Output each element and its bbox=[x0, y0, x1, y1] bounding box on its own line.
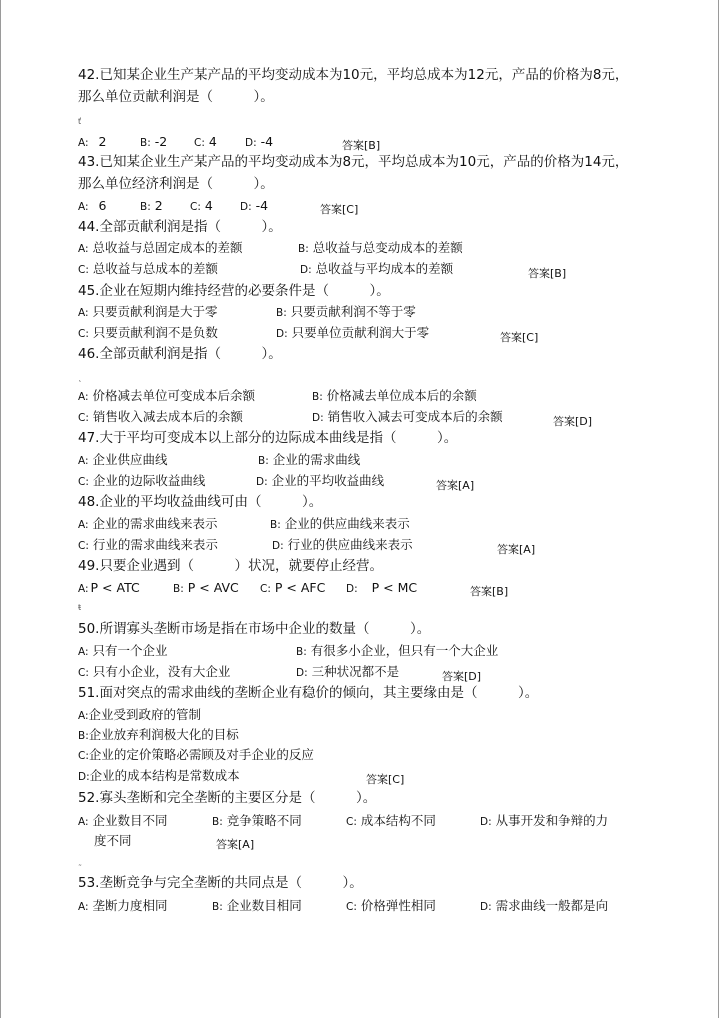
option-text: 总收益与平均成本的差额 bbox=[315, 261, 454, 276]
option-d bbox=[78, 768, 240, 785]
option-label: D: bbox=[272, 540, 284, 552]
option-label: A: bbox=[78, 710, 89, 722]
option-c bbox=[78, 473, 205, 490]
option-label: C: bbox=[78, 667, 89, 679]
option-label: B: bbox=[296, 646, 307, 658]
question-45: 45.企业在短期内维持经营的必要条件是（ ）。 bbox=[78, 283, 390, 299]
page-edge bbox=[0, 0, 1, 1018]
option-text: P < AVC bbox=[187, 580, 239, 595]
option-label: D: bbox=[312, 412, 324, 424]
option-text: P < MC bbox=[371, 580, 418, 595]
option-a bbox=[78, 580, 140, 597]
option-text: P < ATC bbox=[90, 580, 140, 595]
option-label: D: bbox=[256, 476, 268, 488]
option-text: 6 bbox=[98, 198, 107, 213]
answer-49: 答案[B] bbox=[470, 585, 509, 598]
question-42-line2: 那么单位贡献利润是（ ）。 bbox=[78, 89, 274, 105]
option-text: P < AFC bbox=[274, 580, 326, 595]
option-label: B: bbox=[140, 201, 151, 213]
option-label: A: bbox=[78, 391, 89, 403]
option-label: D: bbox=[346, 583, 358, 595]
option-text: 只要单位贡献利润大于零 bbox=[291, 325, 430, 340]
option-d bbox=[346, 580, 417, 597]
option-text: 企业的需求曲线来表示 bbox=[92, 516, 218, 531]
option-label: B: bbox=[78, 730, 89, 742]
option-label: A: bbox=[78, 137, 89, 149]
option-c bbox=[78, 261, 218, 278]
option-label: B: bbox=[276, 307, 287, 319]
option-c bbox=[78, 409, 243, 426]
option-text: 有很多小企业，但只有一个大企业 bbox=[310, 643, 499, 658]
option-text: 企业受到政府的管制 bbox=[88, 707, 202, 722]
option-label: B: bbox=[212, 901, 223, 913]
option-text: 企业的供应曲线来表示 bbox=[284, 516, 410, 531]
option-text: 企业的需求曲线 bbox=[272, 452, 361, 467]
answer-46: 答案[D] bbox=[553, 415, 593, 428]
option-d bbox=[480, 813, 608, 830]
option-label: C: bbox=[190, 201, 201, 213]
option-text: 需求曲线一般都是向 bbox=[495, 898, 609, 913]
option-label: B: bbox=[298, 243, 309, 255]
option-label: D: bbox=[240, 201, 252, 213]
option-d bbox=[240, 198, 268, 215]
option-text: 4 bbox=[204, 198, 213, 213]
question-51: 51.面对突点的需求曲线的垄断企业有稳价的倾向，其主要缘由是（ ）。 bbox=[78, 685, 539, 701]
option-c bbox=[78, 537, 218, 554]
question-46: 46.全部贡献利润是指（ ）。 bbox=[78, 346, 282, 362]
option-label: A: bbox=[78, 243, 89, 255]
option-label: B: bbox=[258, 455, 269, 467]
option-label: D: bbox=[296, 667, 308, 679]
option-d-continued: 度不同 bbox=[94, 833, 132, 848]
option-text: 企业的平均收益曲线 bbox=[271, 473, 385, 488]
option-c bbox=[346, 813, 436, 830]
option-text: 竞争策略不同 bbox=[226, 813, 302, 828]
option-text: 从事开发和争辩的力 bbox=[495, 813, 609, 828]
question-49: 49.只要企业遇到（ ）状况，就要停止经营。 bbox=[78, 558, 383, 574]
option-a bbox=[78, 813, 168, 830]
option-c bbox=[78, 664, 230, 681]
option-d bbox=[256, 473, 384, 490]
option-text: 2 bbox=[154, 198, 163, 213]
option-text: 企业供应曲线 bbox=[92, 452, 168, 467]
option-text: 企业数目不同 bbox=[92, 813, 168, 828]
option-text: 价格减去单位可变成本后余额 bbox=[92, 388, 256, 403]
option-c bbox=[260, 580, 325, 597]
option-label: C: bbox=[78, 476, 89, 488]
option-label: C: bbox=[260, 583, 271, 595]
option-c bbox=[78, 325, 218, 342]
option-label: C: bbox=[78, 750, 89, 762]
option-text: 只要贡献利润不等于零 bbox=[290, 304, 416, 319]
option-label: C: bbox=[78, 412, 89, 424]
option-b bbox=[258, 452, 360, 469]
option-text: 企业的边际收益曲线 bbox=[92, 473, 206, 488]
option-label: C: bbox=[78, 328, 89, 340]
option-text: 企业放弃利润极大化的目标 bbox=[88, 727, 239, 742]
option-text: -4 bbox=[255, 198, 269, 213]
option-text: 只要贡献利润不是负数 bbox=[92, 325, 218, 340]
option-label: D: bbox=[480, 901, 492, 913]
option-text: 行业的需求曲线来表示 bbox=[92, 537, 218, 552]
option-label: B: bbox=[312, 391, 323, 403]
answer-42: 答案[B] bbox=[342, 139, 381, 152]
option-b bbox=[312, 388, 477, 405]
option-text: 企业数目相同 bbox=[226, 898, 302, 913]
option-label: B: bbox=[173, 583, 184, 595]
option-text: 只有一个企业 bbox=[92, 643, 168, 658]
option-b bbox=[276, 304, 416, 321]
option-c bbox=[346, 898, 436, 915]
option-text: 成本结构不同 bbox=[360, 813, 436, 828]
option-label: B: bbox=[140, 137, 151, 149]
option-d bbox=[245, 134, 273, 151]
option-a bbox=[78, 198, 107, 215]
option-label: D: bbox=[480, 816, 492, 828]
option-label: A: bbox=[78, 583, 89, 595]
option-a bbox=[78, 240, 243, 257]
option-a bbox=[78, 707, 201, 724]
option-d bbox=[300, 261, 453, 278]
option-label: A: bbox=[78, 201, 89, 213]
option-b bbox=[140, 134, 167, 151]
option-b bbox=[78, 727, 239, 744]
question-52: 52.寡头垄断和完全垄断的主要区分是（ ）。 bbox=[78, 790, 377, 806]
answer-43: 答案[C] bbox=[320, 203, 359, 216]
option-b bbox=[296, 643, 498, 660]
question-50: 50.所谓寡头垄断市场是指在市场中企业的数量（ ）。 bbox=[78, 621, 431, 637]
option-c bbox=[78, 747, 314, 764]
option-text: 企业的成本结构是常数成本 bbox=[89, 768, 240, 783]
option-text: 销售收入减去可变成本后的余额 bbox=[327, 409, 503, 424]
option-text: 行业的供应曲线来表示 bbox=[287, 537, 413, 552]
answer-48: 答案[A] bbox=[497, 543, 536, 556]
option-text: 总收益与总成本的差额 bbox=[92, 261, 218, 276]
option-a bbox=[78, 452, 168, 469]
option-label: A: bbox=[78, 455, 89, 467]
option-a bbox=[78, 516, 218, 533]
option-text: -4 bbox=[260, 134, 274, 149]
option-label: A: bbox=[78, 901, 89, 913]
option-text: 企业的定价策略必需顾及对手企业的反应 bbox=[88, 747, 314, 762]
option-b bbox=[298, 240, 463, 257]
option-label: D: bbox=[276, 328, 288, 340]
option-a bbox=[78, 898, 168, 915]
answer-50: 答案[D] bbox=[442, 670, 482, 683]
option-b bbox=[212, 898, 302, 915]
option-label: C: bbox=[78, 540, 89, 552]
option-b bbox=[173, 580, 239, 597]
option-b bbox=[140, 198, 163, 215]
option-a bbox=[78, 134, 107, 151]
option-a bbox=[78, 388, 255, 405]
question-43-line2: 那么单位经济利润是（ ）。 bbox=[78, 176, 274, 192]
option-text: 价格减去单位成本后的余额 bbox=[326, 388, 477, 403]
stray-mark: ˷ bbox=[78, 857, 82, 866]
option-label: C: bbox=[194, 137, 205, 149]
option-label: C: bbox=[346, 901, 357, 913]
question-42-line1: 42.已知某企业生产某产品的平均变动成本为10元，平均总成本为12元，产品的价格为8元， bbox=[78, 67, 629, 83]
option-label: B: bbox=[270, 519, 281, 531]
option-text: 2 bbox=[98, 134, 107, 149]
option-d bbox=[276, 325, 429, 342]
option-text: 总收益与总固定成本的差额 bbox=[92, 240, 243, 255]
option-label: A: bbox=[78, 816, 89, 828]
option-text: -2 bbox=[154, 134, 168, 149]
answer-51: 答案[C] bbox=[366, 773, 405, 786]
option-text: 价格弹性相同 bbox=[360, 898, 436, 913]
option-text: 总收益与总变动成本的差额 bbox=[312, 240, 463, 255]
option-a bbox=[78, 643, 168, 660]
option-b bbox=[212, 813, 302, 830]
option-d bbox=[480, 898, 608, 915]
option-label: D: bbox=[300, 264, 312, 276]
question-47: 47.大于平均可变成本以上部分的边际成本曲线是指（ ）。 bbox=[78, 430, 458, 446]
question-48: 48.企业的平均收益曲线可由（ ）。 bbox=[78, 494, 323, 510]
option-d bbox=[296, 664, 399, 681]
answer-44: 答案[B] bbox=[528, 267, 567, 280]
option-label: B: bbox=[212, 816, 223, 828]
option-d bbox=[312, 409, 503, 426]
option-a bbox=[78, 304, 218, 321]
option-c bbox=[194, 134, 217, 151]
stray-mark: ť bbox=[78, 117, 82, 126]
option-text: 4 bbox=[208, 134, 217, 149]
option-d bbox=[272, 537, 413, 554]
option-c bbox=[190, 198, 213, 215]
option-label: A: bbox=[78, 519, 89, 531]
option-label: C: bbox=[78, 264, 89, 276]
option-label: C: bbox=[346, 816, 357, 828]
option-label: D: bbox=[245, 137, 257, 149]
option-label: D: bbox=[78, 771, 90, 783]
option-label: A: bbox=[78, 307, 89, 319]
option-text: 只要贡献利润是大于零 bbox=[92, 304, 218, 319]
answer-52: 答案[A] bbox=[216, 838, 255, 851]
stray-mark: ˛ bbox=[78, 373, 82, 382]
option-label: A: bbox=[78, 646, 89, 658]
answer-47: 答案[A] bbox=[436, 479, 475, 492]
option-text: 只有小企业，没有大企业 bbox=[92, 664, 231, 679]
question-44: 44.全部贡献利润是指（ ）。 bbox=[78, 219, 282, 235]
option-text: 销售收入减去成本后的余额 bbox=[92, 409, 243, 424]
option-text: 垄断力度相同 bbox=[92, 898, 168, 913]
answer-45: 答案[C] bbox=[500, 331, 539, 344]
option-b bbox=[270, 516, 410, 533]
page-edge bbox=[718, 0, 719, 1018]
option-text: 三种状况都不是 bbox=[311, 664, 400, 679]
question-53: 53.垄断竞争与完全垄断的共同点是（ ）。 bbox=[78, 875, 363, 891]
stray-mark: ŧ bbox=[78, 603, 82, 612]
question-43-line1: 43.已知某企业生产某产品的平均变动成本为8元，平均总成本为10元，产品的价格为14元， bbox=[78, 154, 629, 170]
